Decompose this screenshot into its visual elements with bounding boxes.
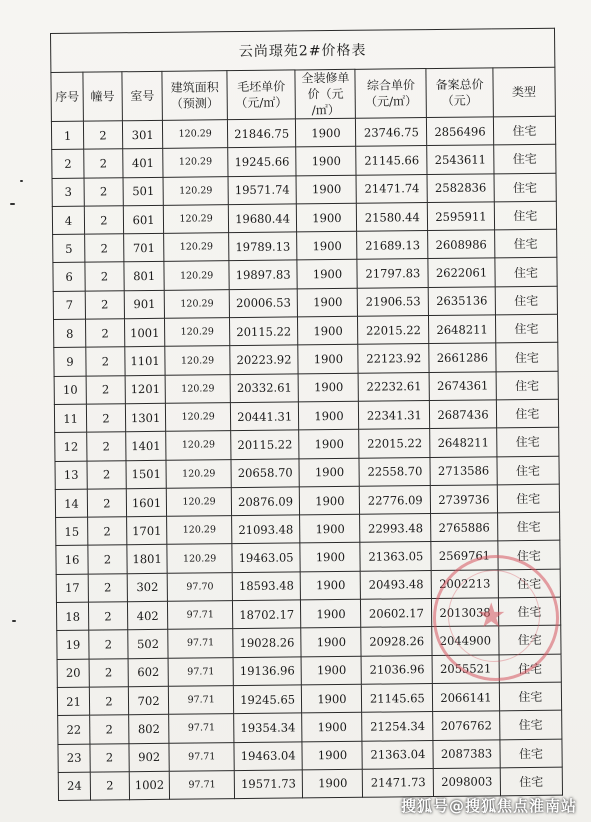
cell-decoration: 1900 — [302, 741, 362, 770]
cell-type: 住宅 — [499, 682, 562, 711]
cell-area: 120.29 — [163, 148, 228, 177]
header-deco-line1: 全装修单 — [301, 70, 350, 86]
cell-total: 2066141 — [433, 683, 500, 712]
cell-seq: 22 — [58, 715, 90, 744]
cell-total: 2098003 — [433, 768, 500, 797]
cell-unit-price: 21471.73 — [363, 768, 434, 797]
header-unit-line2: （元/㎡） — [365, 94, 418, 109]
cell-total: 2076762 — [433, 711, 500, 740]
cell-building: 2 — [90, 687, 129, 716]
cell-seq: 17 — [56, 574, 88, 603]
cell-base-price: 19571.74 — [228, 176, 297, 205]
cell-unit-price: 21145.66 — [356, 146, 427, 175]
cell-type: 住宅 — [495, 258, 558, 287]
scan-speck — [12, 620, 16, 622]
cell-unit-price: 21580.44 — [357, 202, 428, 231]
cell-area: 97.71 — [169, 657, 234, 686]
cell-room: 1601 — [126, 488, 167, 517]
cell-base-price: 21093.48 — [231, 515, 300, 544]
cell-room: 701 — [123, 234, 164, 263]
cell-unit-price: 20493.48 — [361, 570, 432, 599]
cell-seq: 5 — [53, 234, 85, 263]
cell-decoration: 1900 — [298, 288, 358, 317]
cell-room: 401 — [122, 149, 163, 178]
cell-room: 1001 — [124, 318, 165, 347]
cell-total: 2608986 — [428, 230, 495, 259]
cell-seq: 18 — [56, 602, 88, 631]
cell-base-price: 19897.83 — [229, 260, 298, 289]
cell-total: 2569761 — [431, 541, 498, 570]
cell-room: 602 — [128, 658, 169, 687]
cell-decoration: 1900 — [302, 684, 362, 713]
cell-unit-price: 21906.53 — [358, 287, 429, 316]
cell-seq: 13 — [55, 461, 87, 490]
cell-decoration: 1900 — [296, 175, 356, 204]
cell-room: 1501 — [126, 460, 167, 489]
scan-speck — [10, 203, 15, 205]
cell-building: 2 — [86, 347, 125, 376]
cell-room: 702 — [128, 686, 169, 715]
cell-total: 2002213 — [431, 570, 498, 599]
cell-room: 1401 — [125, 432, 166, 461]
cell-seq: 7 — [53, 291, 85, 320]
cell-seq: 8 — [54, 319, 86, 348]
cell-room: 902 — [129, 743, 170, 772]
cell-seq: 10 — [54, 376, 86, 405]
cell-decoration: 1900 — [302, 713, 362, 742]
cell-building: 2 — [90, 743, 129, 772]
cell-type: 住宅 — [498, 626, 561, 655]
cell-base-price: 20115.22 — [229, 317, 298, 346]
cell-unit-price: 21689.13 — [357, 231, 428, 260]
cell-area: 97.71 — [168, 629, 233, 658]
cell-area: 120.29 — [164, 205, 229, 234]
cell-unit-price: 20928.26 — [361, 627, 432, 656]
header-base-price — [227, 70, 296, 120]
cell-area: 120.29 — [166, 431, 231, 460]
header-base-line1: 毛坯单价 — [237, 79, 286, 95]
cell-area: 120.29 — [163, 176, 228, 205]
cell-base-price: 20332.61 — [230, 374, 299, 403]
cell-area: 120.29 — [165, 289, 230, 318]
cell-type: 住宅 — [496, 427, 559, 456]
cell-total: 2013038 — [432, 598, 499, 627]
cell-base-price: 18702.17 — [232, 600, 301, 629]
header-deco-line3: /㎡） — [311, 102, 340, 118]
cell-seq: 11 — [54, 404, 86, 433]
cell-total: 2087383 — [433, 739, 500, 768]
cell-type: 住宅 — [495, 286, 558, 315]
cell-base-price: 20441.31 — [230, 402, 299, 431]
cell-building: 2 — [84, 206, 123, 235]
cell-total: 2044900 — [432, 626, 499, 655]
cell-decoration: 1900 — [300, 543, 360, 572]
cell-area: 97.71 — [169, 686, 234, 715]
cell-area: 120.29 — [167, 487, 232, 516]
cell-building: 2 — [84, 149, 123, 178]
cell-type: 住宅 — [498, 541, 561, 570]
cell-total: 2055521 — [432, 654, 499, 683]
cell-base-price: 19463.04 — [234, 741, 303, 770]
header-type: 类型 — [493, 67, 556, 117]
cell-seq: 19 — [57, 630, 89, 659]
cell-total: 2582836 — [427, 173, 494, 202]
cell-unit-price: 21145.65 — [362, 683, 433, 712]
cell-area: 97.71 — [169, 714, 234, 743]
cell-room: 601 — [123, 205, 164, 234]
cell-building: 2 — [87, 404, 126, 433]
cell-area: 120.29 — [165, 318, 230, 347]
cell-area: 120.29 — [165, 346, 230, 375]
cell-decoration: 1900 — [299, 401, 359, 430]
cell-decoration: 1900 — [296, 147, 356, 176]
cell-total: 2595911 — [428, 202, 495, 231]
cell-room: 1701 — [126, 516, 167, 545]
cell-room: 1301 — [125, 403, 166, 432]
cell-unit-price: 22232.61 — [359, 372, 430, 401]
cell-unit-price: 22123.92 — [358, 344, 429, 373]
cell-decoration: 1900 — [297, 203, 357, 232]
cell-building: 2 — [86, 319, 125, 348]
cell-building: 2 — [84, 177, 123, 206]
header-decoration — [295, 69, 356, 119]
seal-star-icon: ★ — [476, 596, 507, 636]
cell-room: 302 — [127, 573, 168, 602]
cell-room: 301 — [122, 120, 163, 149]
cell-base-price: 19463.05 — [232, 543, 301, 572]
cell-type: 住宅 — [497, 456, 560, 485]
cell-building: 2 — [89, 630, 128, 659]
cell-unit-price: 21036.96 — [362, 655, 433, 684]
cell-area: 120.29 — [164, 261, 229, 290]
cell-type: 住宅 — [496, 399, 559, 428]
cell-unit-price: 21363.05 — [360, 542, 431, 571]
table-body — [51, 116, 562, 800]
header-room: 室号 — [122, 71, 163, 120]
cell-unit-price: 22015.22 — [359, 429, 430, 458]
cell-base-price: 19789.13 — [228, 232, 297, 261]
cell-area: 120.29 — [167, 516, 232, 545]
cell-seq: 16 — [56, 546, 88, 575]
cell-total: 2543611 — [427, 145, 494, 174]
cell-decoration: 1900 — [301, 599, 361, 628]
cell-area: 97.71 — [169, 742, 234, 771]
cell-unit-price: 21254.34 — [362, 712, 433, 741]
cell-total: 2687436 — [430, 400, 497, 429]
cell-area: 120.29 — [166, 374, 231, 403]
cell-base-price: 18593.48 — [232, 572, 301, 601]
cell-room: 502 — [128, 630, 169, 659]
cell-building: 2 — [87, 489, 126, 518]
cell-seq: 21 — [57, 687, 89, 716]
cell-seq: 4 — [52, 206, 84, 235]
cell-total: 2635136 — [428, 287, 495, 316]
cell-seq: 1 — [51, 121, 83, 150]
cell-area: 97.71 — [170, 770, 235, 799]
price-table — [50, 28, 563, 801]
cell-base-price: 19245.66 — [228, 147, 297, 176]
cell-building: 2 — [88, 573, 127, 602]
cell-type: 住宅 — [493, 116, 556, 145]
cell-total: 2713586 — [430, 456, 497, 485]
cell-decoration: 1900 — [297, 260, 357, 289]
header-deco-line2: 价（元 — [307, 86, 344, 102]
cell-room: 802 — [128, 715, 169, 744]
header-total — [426, 68, 493, 118]
cell-type: 住宅 — [500, 739, 563, 768]
cell-room: 402 — [127, 601, 168, 630]
cell-total: 2661286 — [429, 343, 496, 372]
cell-base-price: 19028.26 — [233, 628, 302, 657]
cell-room: 1801 — [127, 545, 168, 574]
cell-type: 住宅 — [496, 371, 559, 400]
header-unit-price — [355, 69, 426, 119]
scan-speck — [20, 180, 23, 182]
cell-decoration: 1900 — [301, 656, 361, 685]
cell-area: 120.29 — [166, 403, 231, 432]
cell-base-price: 20115.22 — [230, 430, 299, 459]
cell-decoration: 1900 — [301, 571, 361, 600]
cell-room: 1002 — [129, 771, 170, 800]
cell-type: 住宅 — [496, 343, 559, 372]
cell-base-price: 19571.73 — [234, 770, 303, 799]
cell-seq: 3 — [52, 178, 84, 207]
cell-building: 2 — [85, 234, 124, 263]
cell-decoration: 1900 — [298, 316, 358, 345]
cell-type: 住宅 — [498, 569, 561, 598]
watermark: 搜狐号@搜狐焦点淮南站 — [400, 797, 577, 815]
cell-seq: 14 — [55, 489, 87, 518]
cell-base-price: 19136.96 — [233, 657, 302, 686]
cell-base-price: 19680.44 — [228, 204, 297, 233]
cell-decoration: 1900 — [300, 486, 360, 515]
cell-room: 901 — [124, 290, 165, 319]
cell-room: 1101 — [125, 347, 166, 376]
cell-seq: 24 — [58, 772, 90, 801]
cell-total: 2739736 — [431, 485, 498, 514]
cell-total: 2622061 — [428, 258, 495, 287]
cell-building: 2 — [84, 121, 123, 150]
cell-unit-price: 21363.04 — [362, 740, 433, 769]
cell-unit-price: 22341.31 — [359, 401, 430, 430]
cell-seq: 23 — [58, 744, 90, 773]
cell-area: 97.71 — [168, 601, 233, 630]
cell-total: 2765886 — [431, 513, 498, 542]
cell-unit-price: 21797.83 — [357, 259, 428, 288]
cell-type: 住宅 — [494, 201, 557, 230]
cell-type: 住宅 — [500, 767, 563, 796]
cell-building: 2 — [90, 715, 129, 744]
cell-seq: 6 — [53, 263, 85, 292]
cell-decoration: 1900 — [299, 430, 359, 459]
cell-total: 2856496 — [427, 117, 494, 146]
cell-unit-price: 22558.70 — [359, 457, 430, 486]
cell-area: 120.29 — [167, 544, 232, 573]
cell-decoration: 1900 — [299, 373, 359, 402]
header-seq: 序号 — [51, 72, 84, 121]
cell-decoration: 1900 — [298, 345, 358, 374]
cell-seq: 12 — [55, 432, 87, 461]
cell-building: 2 — [88, 517, 127, 546]
cell-total: 2648211 — [429, 315, 496, 344]
cell-building: 2 — [89, 658, 128, 687]
cell-type: 住宅 — [499, 654, 562, 683]
header-area — [162, 71, 227, 121]
cell-unit-price: 21471.74 — [356, 174, 427, 203]
cell-type: 住宅 — [497, 512, 560, 541]
table-title: 云尚璟苑2#价格表 — [51, 28, 555, 72]
header-total-line2: （元） — [441, 93, 478, 108]
cell-base-price: 19245.65 — [233, 685, 302, 714]
cell-decoration: 1900 — [300, 514, 360, 543]
cell-unit-price: 23746.75 — [356, 118, 427, 147]
cell-unit-price: 22015.22 — [358, 316, 429, 345]
header-base-line2: （元/㎡） — [235, 95, 288, 111]
cell-decoration: 1900 — [296, 118, 356, 147]
cell-seq: 9 — [54, 348, 86, 377]
cell-base-price: 20006.53 — [229, 289, 298, 318]
cell-building: 2 — [86, 375, 125, 404]
cell-building: 2 — [85, 291, 124, 320]
cell-decoration: 1900 — [303, 769, 363, 798]
cell-room: 801 — [124, 262, 165, 291]
cell-type: 住宅 — [499, 710, 562, 739]
header-row — [51, 67, 555, 121]
cell-type: 住宅 — [494, 173, 557, 202]
cell-area: 97.70 — [168, 572, 233, 601]
cell-building: 2 — [87, 432, 126, 461]
cell-unit-price: 22776.09 — [360, 485, 431, 514]
cell-room: 501 — [123, 177, 164, 206]
cell-building: 2 — [87, 460, 126, 489]
cell-total: 2648211 — [430, 428, 497, 457]
cell-decoration: 1900 — [301, 628, 361, 657]
cell-type: 住宅 — [493, 145, 556, 174]
cell-area: 120.29 — [164, 233, 229, 262]
cell-base-price: 20223.92 — [230, 345, 299, 374]
cell-base-price: 20876.09 — [231, 487, 300, 516]
cell-type: 住宅 — [495, 314, 558, 343]
cell-room: 1201 — [125, 375, 166, 404]
cell-total: 2674361 — [429, 372, 496, 401]
cell-decoration: 1900 — [299, 458, 359, 487]
cell-unit-price: 22993.48 — [360, 514, 431, 543]
cell-area: 120.29 — [163, 120, 228, 149]
cell-building: 2 — [89, 602, 128, 631]
header-total-line1: 备案总价 — [435, 77, 484, 92]
cell-decoration: 1900 — [297, 231, 357, 260]
cell-type: 住宅 — [494, 229, 557, 258]
header-unit-line1: 综合单价 — [366, 78, 416, 93]
cell-type: 住宅 — [497, 484, 560, 513]
cell-seq: 15 — [56, 517, 88, 546]
header-area-line2: （预测） — [170, 96, 219, 111]
header-building: 幢号 — [83, 72, 122, 121]
cell-building: 2 — [90, 772, 129, 801]
cell-building: 2 — [88, 545, 127, 574]
cell-base-price: 19354.34 — [233, 713, 302, 742]
cell-building: 2 — [85, 262, 124, 291]
cell-base-price: 20658.70 — [231, 458, 300, 487]
cell-type: 住宅 — [498, 597, 561, 626]
cell-seq: 2 — [52, 149, 84, 178]
cell-unit-price: 20602.17 — [361, 599, 432, 628]
header-area-line1: 建筑面积 — [170, 80, 219, 95]
cell-area: 120.29 — [166, 459, 231, 488]
cell-base-price: 21846.75 — [227, 119, 296, 148]
cell-seq: 20 — [57, 659, 89, 688]
